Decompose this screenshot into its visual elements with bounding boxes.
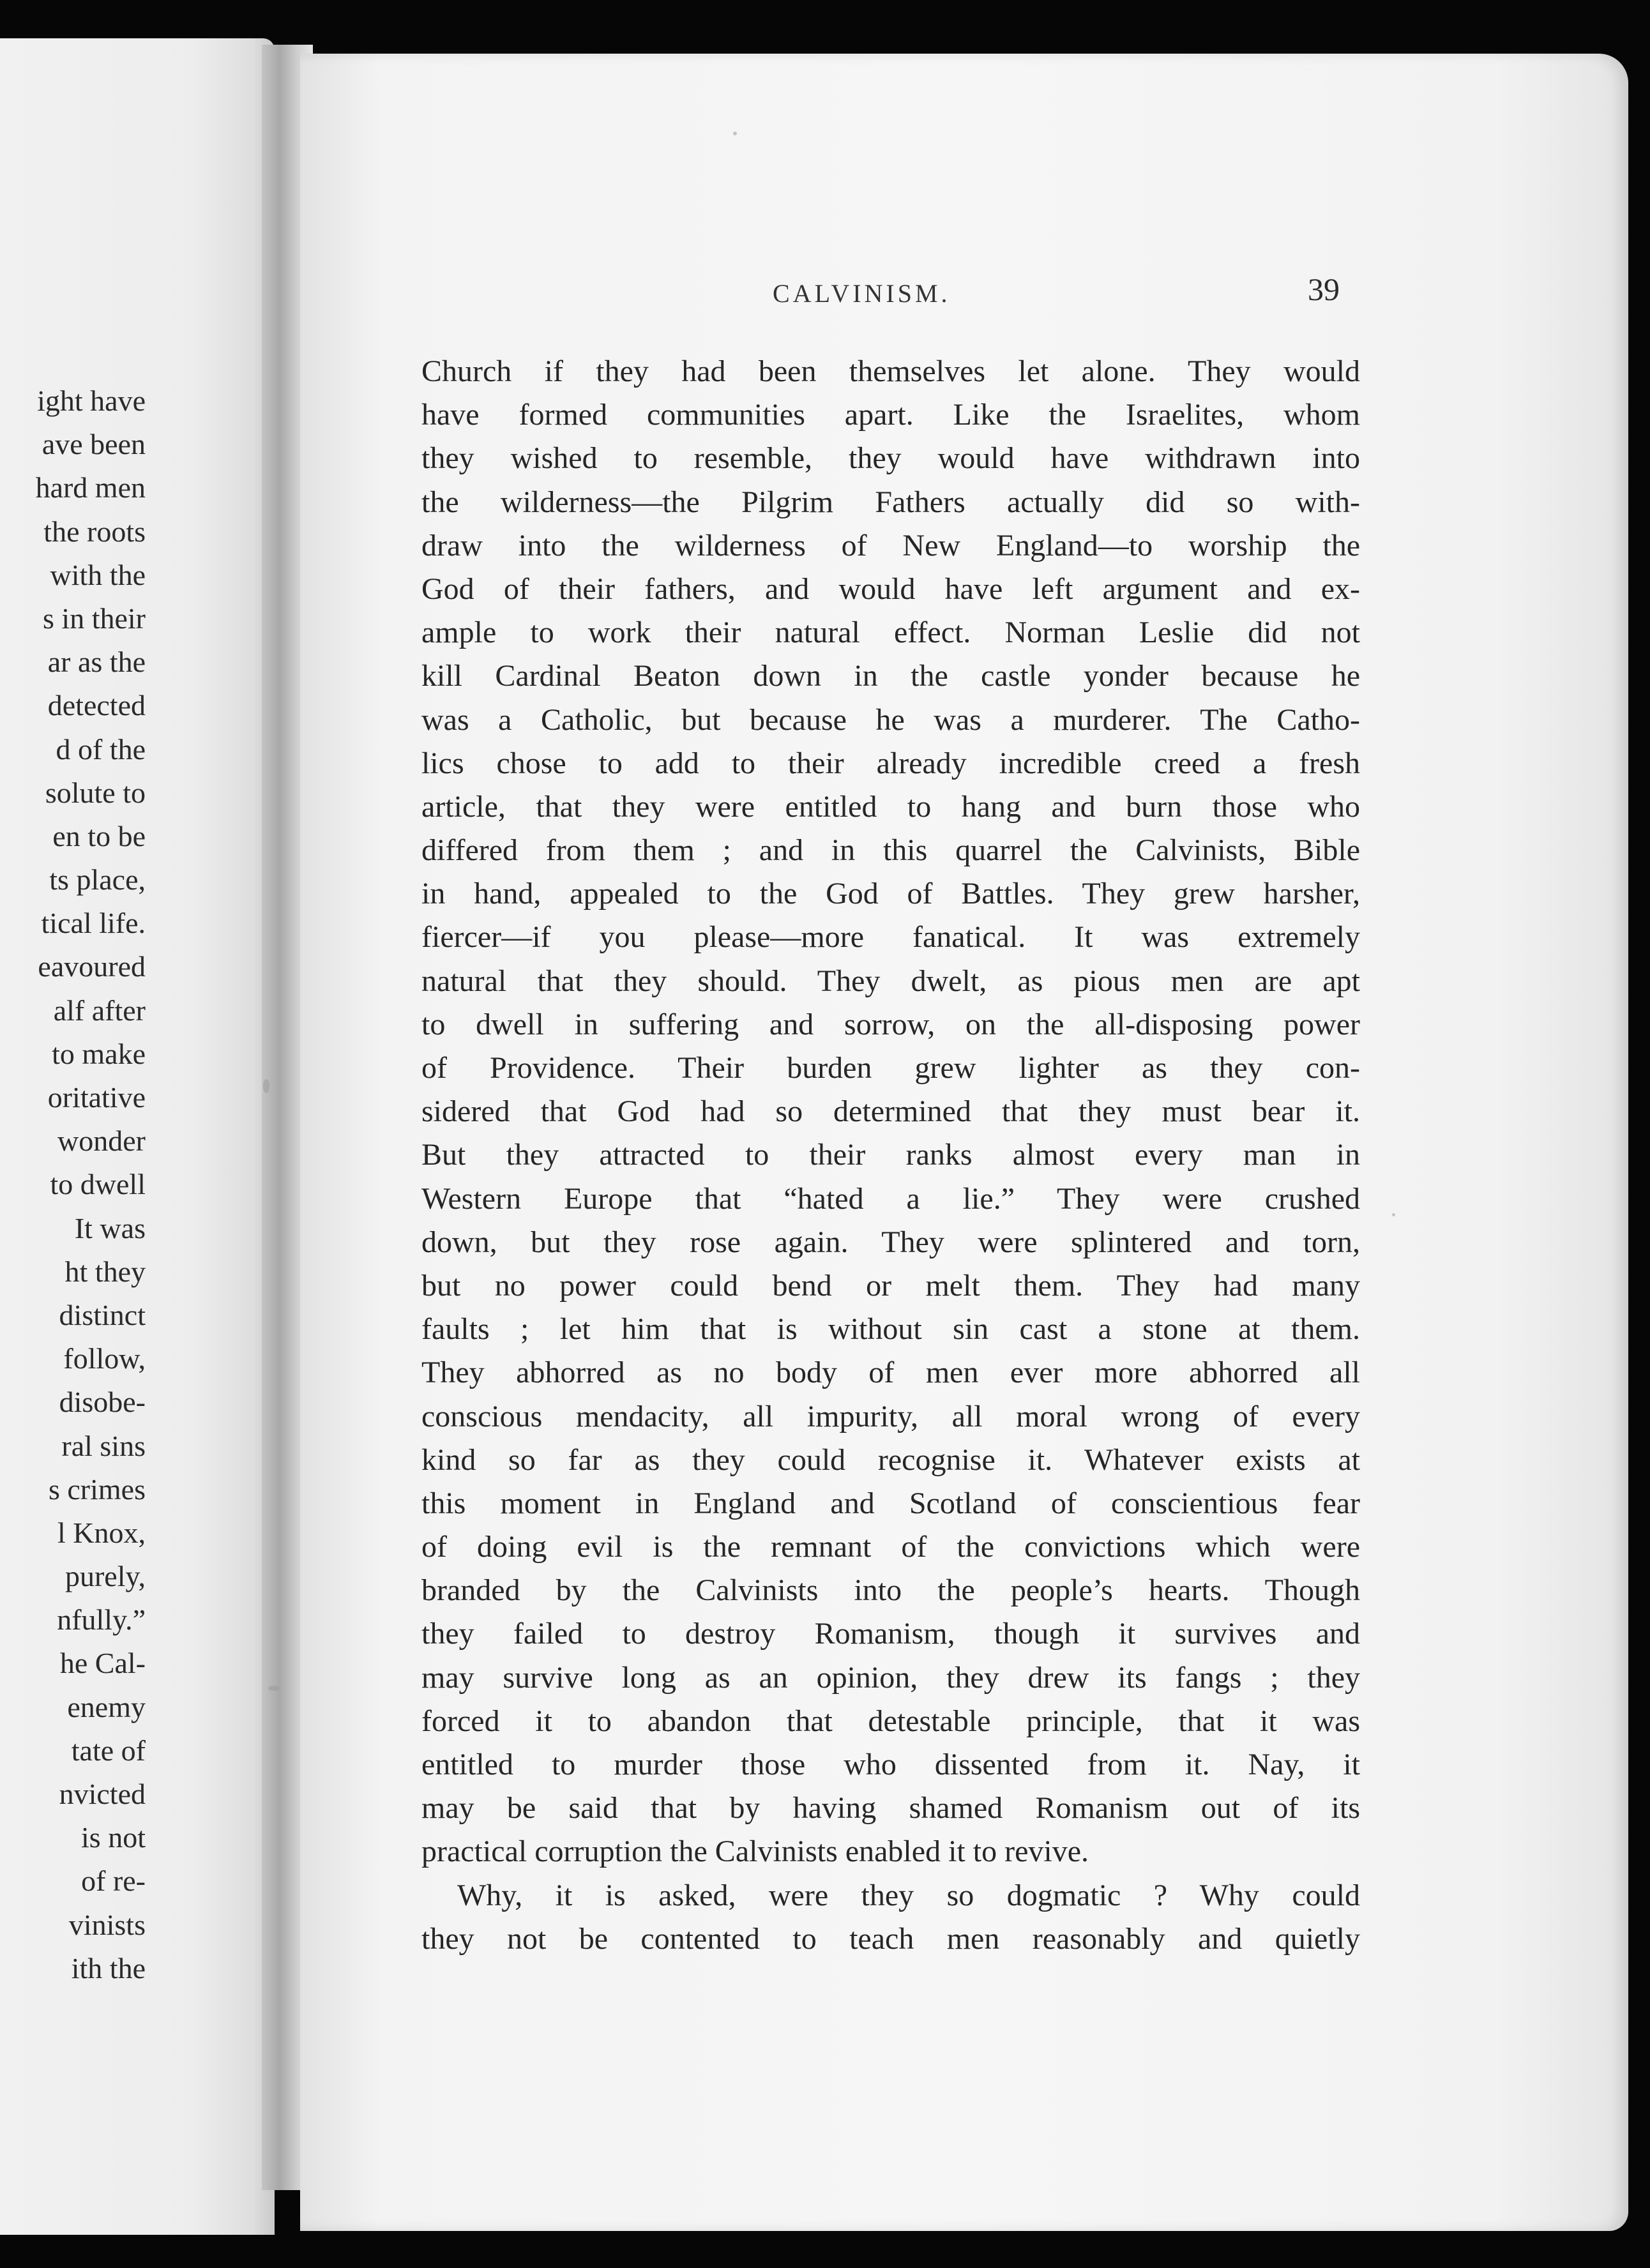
text-line: have formed communities apart. Like the Israelites, whom [421,398,1360,432]
paragraph-2 [421,1874,1360,1961]
left-page-line: It was [74,1211,146,1244]
text-line: branded by the Calvinists into the people’s hearts. Though [421,1573,1360,1608]
text-line: Western Europe that “hated a lie.” They were crushed [421,1181,1360,1216]
scan-speck [1392,1213,1395,1216]
text-line: they not be contented to teach men reasonably and quietly [421,1921,1360,1956]
text-line: of doing evil is the remnant of the convictions which were [421,1530,1360,1564]
left-page-line: of re- [81,1864,146,1898]
left-page-line: ral sins [61,1429,146,1462]
left-page-line: solute to [45,776,146,809]
scan-speck [263,1079,269,1093]
text-line: forced it to abandon that detestable principle, that it was [421,1704,1360,1738]
text-line: But they attracted to their ranks almost every man in [421,1138,1360,1172]
text-line: they failed to destroy Romanism, though it survives and [421,1617,1360,1651]
text-line: of Providence. Their burden grew lighter as they con- [421,1051,1360,1085]
text-line: draw into the wilderness of New England—to worship the [421,528,1360,563]
left-page-text-fragments [0,379,146,1990]
text-line: article, that they were entitled to hang and burn those who [421,789,1360,824]
left-page-line: the roots [43,515,146,548]
left-page-line: follow, [63,1342,146,1375]
text-line: kind so far as they could recognise it. Whatever exists at [421,1442,1360,1477]
text-line: differed from them ; and in this quarrel the Calvinists, Bible [421,833,1360,868]
paragraph-1 [421,350,1360,1874]
text-line: was a Catholic, but because he was a murderer. The Catho- [421,702,1360,737]
text-line: may be said that by having shamed Romanism out of its [421,1791,1360,1826]
left-page-line: ave been [42,428,146,461]
left-page-line: s in their [43,601,146,635]
left-page-line: tical life. [41,907,146,940]
text-line: Why, it is asked, were they so dogmatic ? Why could [457,1878,1360,1912]
left-page-line: with the [50,558,146,591]
text-line: entitled to murder those who dissented from it. Nay, it [421,1748,1360,1781]
text-line: practical corruption the Calvinists enabled it to revive. [421,1834,1089,1869]
left-page-line: ts place, [49,863,146,896]
text-line: they wished to resemble, they would have withdrawn into [421,441,1360,476]
left-page-line: to make [52,1037,146,1070]
text-line: natural that they should. They dwelt, as pious men are apt [421,964,1360,998]
left-page-line: d of the [56,732,146,766]
left-page-line: oritative [47,1081,146,1114]
left-page-line: wonder [57,1124,146,1158]
text-line: in hand, appealed to the God of Battles. They grew harsher, [421,877,1360,911]
scan-speck [733,132,737,135]
text-line: faults ; let him that is without sin cast a stone at them. [421,1312,1360,1347]
text-line: to dwell in suffering and sorrow, on the all-disposing power [421,1007,1360,1041]
left-page-line: ight have [37,384,146,417]
text-line: fiercer—if you please—more fanatical. It was extremely [421,920,1360,955]
left-page-line: he Cal- [59,1647,146,1680]
text-line: may survive long as an opinion, they drew its fangs ; they [421,1660,1360,1695]
text-line: but no power could bend or melt them. They had many [421,1268,1360,1303]
text-line: God of their fathers, and would have left argument and ex- [421,571,1360,606]
left-page-line: purely, [64,1560,146,1593]
text-line: kill Cardinal Beaton down in the castle yonder because he [421,659,1360,693]
page-number: 39 [1308,271,1340,307]
left-page [0,38,275,2235]
left-page-line: ar as the [47,646,146,679]
left-page-line: distinct [59,1298,146,1331]
left-page-line: eavoured [38,950,146,983]
text-line: conscious mendacity, all impurity, all moral wrong of every [421,1399,1360,1433]
text-line: lics chose to add to their already incredible creed a fresh [421,746,1360,780]
left-page-line: nfully.” [57,1603,146,1637]
left-page-line: hard men [35,471,146,504]
left-page-line: is not [81,1821,146,1854]
text-line: this moment in England and Scotland of conscientious fear [421,1486,1360,1520]
left-page-line: s crimes [48,1472,146,1506]
left-page-line: l Knox, [57,1516,146,1549]
left-page-line: alf after [53,994,146,1027]
text-line: down, but they rose again. They were splintered and torn, [421,1225,1360,1259]
left-page-line: ht they [64,1255,146,1288]
left-page-line: to dwell [50,1168,146,1201]
text-line: the wilderness—the Pilgrim Fathers actually did so with- [421,485,1360,519]
text-line: ample to work their natural effect. Norman Leslie did not [421,616,1360,650]
left-page-line: ith the [71,1951,146,1984]
text-line: sidered that God had so determined that they must bear it. [421,1094,1360,1129]
left-page-line: nvicted [59,1778,146,1810]
left-page-line: detected [47,689,146,722]
left-page-line: enemy [67,1690,146,1723]
body-text [421,350,1360,1961]
scan-speck [268,1686,280,1691]
left-page-line: vinists [68,1908,146,1941]
left-page-line: tate of [71,1734,146,1767]
text-line: Church if they had been themselves let alone. They would [421,354,1360,388]
left-page-line: disobe- [59,1386,146,1419]
text-line: They abhorred as no body of men ever more abhorred all [421,1356,1360,1390]
running-head: CALVINISM. [773,279,951,308]
left-page-line: en to be [52,819,146,852]
